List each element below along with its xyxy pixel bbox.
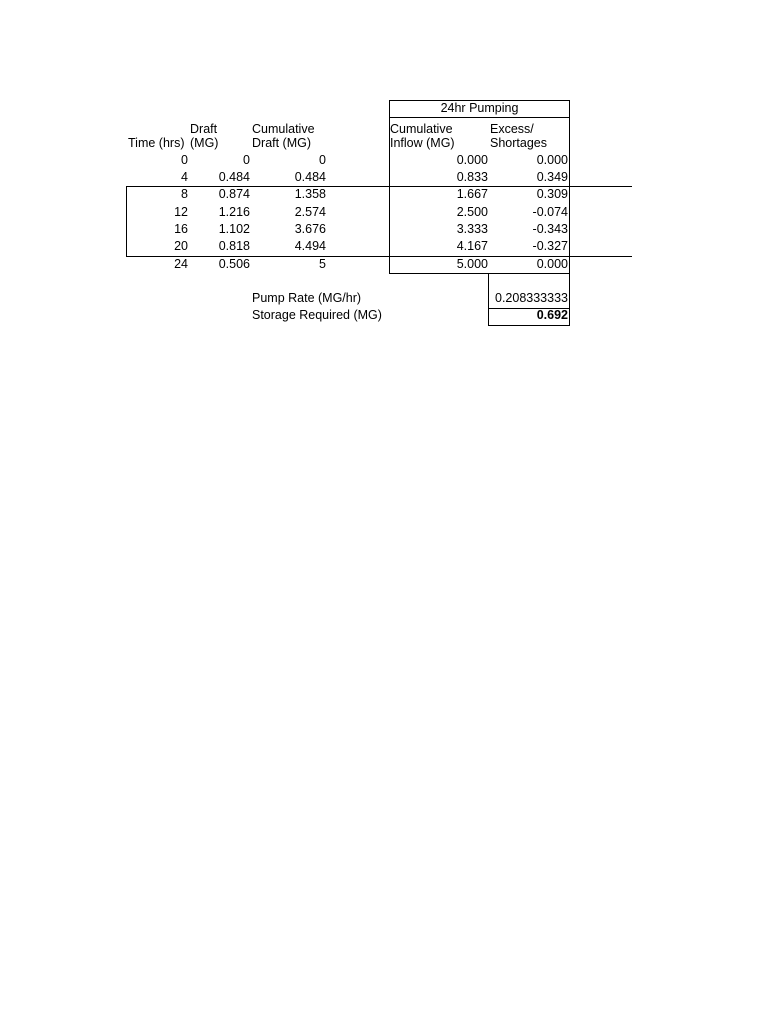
cell-draft: 0.506 [218, 257, 250, 271]
cell-time: 20 [174, 239, 188, 253]
header-excess-line1: Excess/ [490, 122, 534, 136]
range-border-left [126, 186, 127, 257]
cell-excess: -0.327 [532, 239, 568, 253]
cell-time: 16 [174, 222, 188, 236]
cell-draft: 0.874 [218, 187, 250, 201]
header-time: Time (hrs) [128, 136, 185, 150]
cell-excess: -0.074 [532, 205, 568, 219]
group-header: 24hr Pumping [440, 101, 519, 115]
cell-time: 12 [174, 205, 188, 219]
cell-cum-inflow: 4.167 [456, 239, 488, 253]
inflow-block-border-bottom [389, 273, 570, 274]
cell-cum-draft: 5 [319, 257, 326, 271]
cell-cum-draft: 0.484 [294, 170, 326, 184]
cell-time: 24 [174, 257, 188, 271]
cell-excess: 0.000 [536, 257, 568, 271]
cell-cum-draft: 1.358 [294, 187, 326, 201]
group-header-border-bottom [389, 117, 570, 118]
cell-excess: 0.309 [536, 187, 568, 201]
cell-excess: -0.343 [532, 222, 568, 236]
header-cum-draft-line2: Draft (MG) [252, 136, 312, 150]
cell-cum-draft: 0 [319, 153, 326, 167]
cell-time: 4 [181, 170, 188, 184]
inflow-block-border-right [569, 117, 570, 274]
cell-time: 0 [181, 153, 188, 167]
header-excess-line2: Shortages [490, 136, 547, 150]
cell-excess: 0.349 [536, 170, 568, 184]
cell-excess: 0.000 [536, 153, 568, 167]
cell-cum-draft: 3.676 [294, 222, 326, 236]
storage-required-label: Storage Required (MG) [252, 308, 382, 322]
cell-draft: 0 [243, 153, 250, 167]
summary-border-bottom [488, 325, 570, 326]
cell-draft: 1.102 [218, 222, 250, 236]
cell-cum-inflow: 1.667 [456, 187, 488, 201]
cell-cum-draft: 4.494 [294, 239, 326, 253]
header-cum-inflow-line1: Cumulative [390, 122, 453, 136]
cell-time: 8 [181, 187, 188, 201]
cell-draft: 0.818 [218, 239, 250, 253]
summary-border-right [569, 273, 570, 326]
header-cum-inflow-line2: Inflow (MG) [390, 136, 455, 150]
cell-draft: 0.484 [218, 170, 250, 184]
pump-rate-value: 0.208333333 [495, 291, 568, 305]
pump-rate-label: Pump Rate (MG/hr) [252, 291, 362, 305]
cell-cum-inflow: 0.000 [456, 153, 488, 167]
header-cum-draft-line1: Cumulative [252, 122, 315, 136]
cell-draft: 1.216 [218, 205, 250, 219]
cell-cum-inflow: 5.000 [456, 257, 488, 271]
cell-cum-inflow: 2.500 [456, 205, 488, 219]
header-draft-line2: (MG) [190, 136, 219, 150]
header-draft-line1: Draft [190, 122, 218, 136]
cell-cum-draft: 2.574 [294, 205, 326, 219]
cell-cum-inflow: 0.833 [456, 170, 488, 184]
storage-required-value: 0.692 [536, 308, 568, 322]
cell-cum-inflow: 3.333 [456, 222, 488, 236]
